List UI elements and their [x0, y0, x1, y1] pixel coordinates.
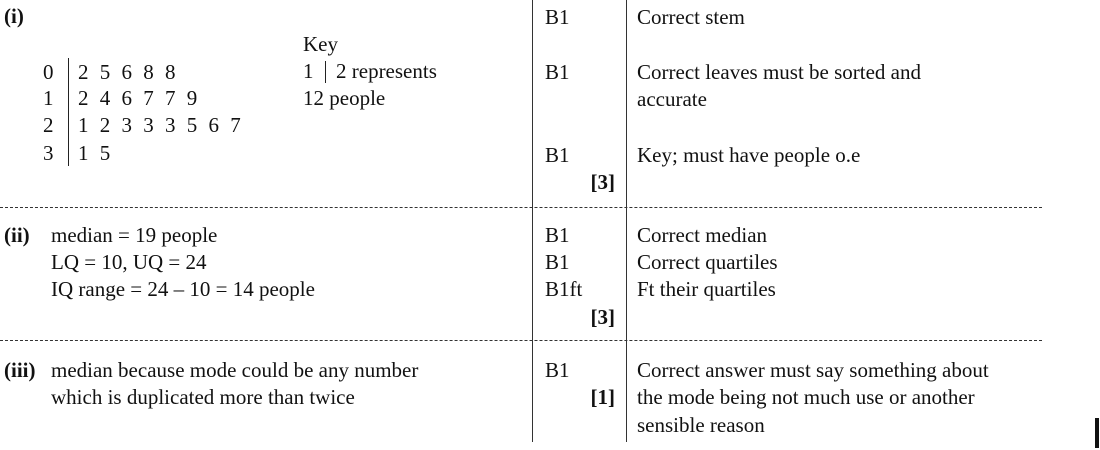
section-divider [0, 207, 1042, 208]
mark-total: [3] [590, 170, 615, 194]
mark: B1 [545, 5, 570, 29]
guidance: Correct stem [637, 5, 745, 29]
guidance: Correct leaves must be sorted and [637, 60, 921, 84]
guidance: the mode being not much use or another [637, 385, 975, 409]
answer-line: median because mode could be any number [51, 358, 419, 382]
guidance: sensible reason [637, 413, 765, 437]
key-stem: 1 [303, 59, 314, 83]
guidance: Ft their quartiles [637, 277, 776, 301]
column-divider-marks [532, 0, 533, 442]
mark: B1 [545, 143, 570, 167]
mark: B1ft [545, 277, 583, 301]
key-title: Key [303, 32, 338, 56]
part-label: (ii) [4, 223, 30, 247]
mark: B1 [545, 223, 570, 247]
key-text: 12 people [303, 86, 386, 110]
stem: 2 [43, 113, 54, 137]
text-cursor [1095, 418, 1099, 448]
mark: B1 [545, 60, 570, 84]
key-text: 2 represents [336, 59, 437, 83]
mark: B1 [545, 358, 570, 382]
guidance: Key; must have people o.e [637, 143, 861, 167]
section-divider [0, 340, 1042, 341]
stem: 1 [43, 86, 54, 110]
mark-total: [3] [590, 305, 615, 329]
leaves: 1 2 3 3 3 5 6 7 [78, 113, 244, 137]
column-divider-guidance [626, 0, 627, 442]
stem: 3 [43, 141, 54, 165]
mark: B1 [545, 250, 570, 274]
stem-divider [68, 58, 69, 166]
part-label: (iii) [4, 358, 36, 382]
guidance: Correct quartiles [637, 250, 778, 274]
answer-line: IQ range = 24 – 10 = 14 people [51, 277, 315, 301]
key-divider [325, 61, 326, 83]
part-label: (i) [4, 4, 24, 28]
leaves: 1 5 [78, 141, 114, 165]
stem: 0 [43, 60, 54, 84]
answer-line: which is duplicated more than twice [51, 385, 355, 409]
guidance: Correct answer must say something about [637, 358, 989, 382]
leaves: 2 4 6 7 7 9 [78, 86, 201, 110]
answer-line: LQ = 10, UQ = 24 [51, 250, 207, 274]
guidance: accurate [637, 87, 707, 111]
guidance: Correct median [637, 223, 768, 247]
answer-line: median = 19 people [51, 223, 218, 247]
mark-total: [1] [590, 385, 615, 409]
leaves: 2 5 6 8 8 [78, 60, 179, 84]
